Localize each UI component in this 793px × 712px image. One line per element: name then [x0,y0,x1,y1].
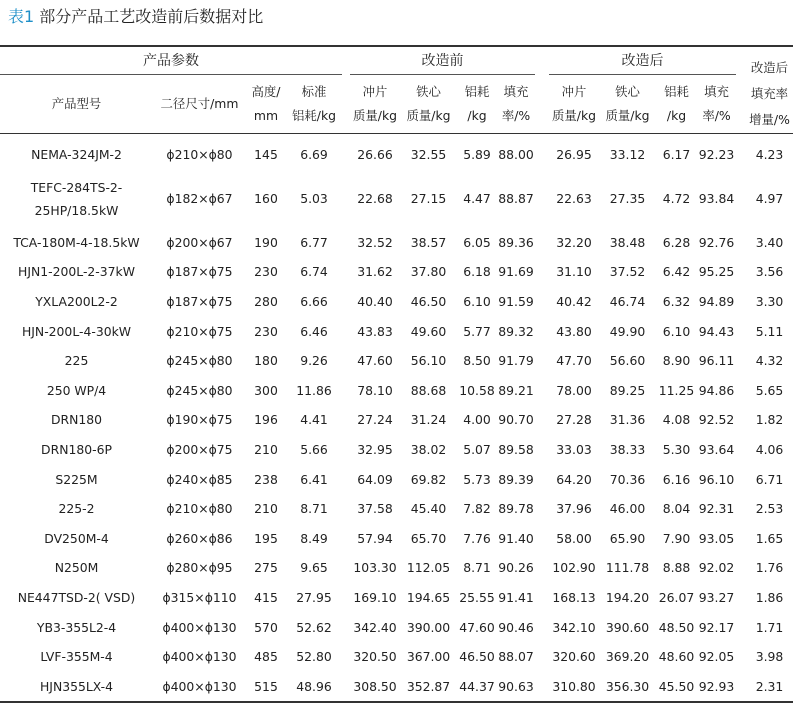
cell-b-core: 88.68 [410,382,447,398]
table-row [0,583,793,613]
header-before-punch: 冲片 质量/kg [353,84,397,123]
cell-std: 48.96 [286,672,342,703]
cell-b-core: 32.55 [410,147,447,163]
cell-a-core: 70.36 [609,471,646,487]
table-row [0,228,793,258]
cell-b-fill: 90.70 [498,412,534,428]
cell-h: 196 [254,412,278,428]
cell-dia: ϕ210×ϕ80 [166,501,233,517]
cell-b-core: 112.05 [406,560,451,576]
cell-dia: ϕ187×ϕ75 [166,294,233,310]
cell-model: HJN-200L-4-30kW [21,323,132,339]
cell-inc: 2.31 [746,672,793,703]
table-row [0,170,793,228]
table-row [0,464,793,494]
table-row [0,405,793,435]
cell-a-punch: 78.00 [556,382,592,398]
cell-a-fill: 94.86 [698,382,735,398]
cell-a-core: 194.20 [605,590,650,606]
header-after-punch: 冲片 质量/kg [552,84,596,123]
cell-model: HJN355LX-4 [0,672,153,703]
cell-h: 275 [254,560,278,576]
cell-dia: ϕ245×ϕ80 [166,353,233,369]
cell-a-fill: 95.25 [698,264,735,280]
cell-b-punch: 78.10 [357,382,393,398]
cell-b-al: 46.50 [459,649,495,665]
cell-std: 6.41 [300,471,328,487]
cell-model: N250M [54,560,99,576]
cell-b-fill: 90.63 [497,672,535,703]
cell-h: 160 [254,191,278,207]
cell-inc: 3.40 [755,234,784,250]
cell-b-core: 352.87 [400,672,457,703]
cell-std: 8.49 [300,530,328,546]
cell-b-al: 5.73 [463,471,491,487]
cell-b-al: 44.37 [457,672,497,703]
cell-inc: 4.23 [755,147,784,163]
cell-a-core: 46.74 [609,294,646,310]
cell-a-fill: 92.52 [698,412,735,428]
cell-std: 8.71 [300,501,328,517]
cell-a-core: 33.12 [609,147,646,163]
cell-a-punch: 320.60 [552,649,596,665]
cell-dia: ϕ280×ϕ95 [166,560,233,576]
cell-a-al: 48.60 [658,649,695,665]
cell-a-fill: 92.05 [698,649,735,665]
cell-b-core: 37.80 [410,264,447,280]
cell-h: 300 [254,382,278,398]
cell-a-fill: 93.84 [698,191,735,207]
table-row [0,134,793,170]
cell-model: TCA-180M-4-18.5kW [13,234,140,250]
cell-dia: ϕ400×ϕ130 [153,672,246,703]
table-row [0,494,793,524]
cell-a-fill: 92.31 [698,501,735,517]
cell-dia: ϕ245×ϕ80 [166,382,233,398]
table-row [0,435,793,465]
cell-b-punch: 26.66 [357,147,393,163]
cell-dia: ϕ240×ϕ85 [166,471,233,487]
cell-a-fill: 93.64 [698,442,735,458]
header-before-fill: 填充 率/% [501,84,531,123]
cell-a-al: 6.10 [662,323,691,339]
cell-a-al: 6.28 [662,234,691,250]
cell-a-fill: 92.02 [698,560,735,576]
cell-dia: ϕ260×ϕ86 [166,530,233,546]
cell-b-al: 6.05 [463,234,491,250]
cell-dia: ϕ200×ϕ75 [166,442,233,458]
cell-std: 52.62 [296,619,332,635]
cell-b-punch: 40.40 [357,294,393,310]
cell-b-fill: 88.87 [498,191,534,207]
table-row [0,376,793,406]
cell-b-al: 4.47 [463,191,491,207]
cell-std: 11.86 [296,382,332,398]
cell-b-al: 5.07 [463,442,491,458]
cell-inc: 2.53 [755,501,784,517]
cell-a-al: 8.88 [662,560,691,576]
comparison-table [0,45,793,703]
cell-b-fill: 89.58 [498,442,534,458]
cell-b-fill: 89.36 [498,234,534,250]
cell-std: 5.03 [300,191,328,207]
cell-b-fill: 90.26 [498,560,534,576]
cell-dia: ϕ210×ϕ75 [166,323,233,339]
cell-b-punch: 169.10 [353,590,397,606]
cell-b-al: 10.58 [459,382,495,398]
cell-h: 195 [254,530,278,546]
header-increase: 改造后 填充率 增量/% [746,46,793,134]
cell-a-al: 45.50 [656,672,697,703]
cell-dia: ϕ190×ϕ75 [166,412,233,428]
cell-h: 515 [246,672,286,703]
cell-dia: ϕ210×ϕ80 [166,147,233,163]
cell-a-fill: 93.05 [698,530,735,546]
cell-b-punch: 22.68 [357,191,393,207]
cell-model: DRN180 [50,412,103,428]
cell-a-core: 356.30 [599,672,656,703]
cell-std: 6.46 [300,323,328,339]
cell-std: 27.95 [296,590,332,606]
cell-model: S225M [55,471,98,487]
cell-inc: 4.06 [755,442,784,458]
table-row [0,287,793,317]
cell-b-fill: 89.39 [498,471,534,487]
cell-a-al: 7.90 [662,530,691,546]
cell-inc: 4.32 [755,353,784,369]
cell-h: 238 [254,471,278,487]
cell-a-punch: 64.20 [556,471,592,487]
cell-model: DV250M-4 [44,530,109,546]
cell-a-fill: 92.93 [697,672,736,703]
cell-b-al: 6.18 [463,264,491,280]
cell-a-al: 5.30 [662,442,691,458]
cell-b-al: 5.77 [463,323,491,339]
cell-inc: 1.71 [755,619,784,635]
cell-a-core: 46.00 [609,501,646,517]
cell-a-fill: 96.10 [698,471,735,487]
cell-b-punch: 47.60 [357,353,393,369]
cell-a-core: 27.35 [609,191,646,207]
cell-a-al: 6.16 [662,471,691,487]
cell-a-punch: 26.95 [556,147,592,163]
cell-inc: 3.56 [755,264,784,280]
cell-a-fill: 92.17 [698,619,735,635]
cell-dia: ϕ200×ϕ67 [166,234,233,250]
cell-b-core: 27.15 [410,191,447,207]
cell-a-punch: 47.70 [556,353,592,369]
cell-std: 5.66 [300,442,328,458]
header-height: 高度/ mm [251,84,281,123]
cell-inc: 4.97 [755,191,784,207]
cell-a-punch: 168.13 [552,590,596,606]
table-number: 表1 [8,7,35,26]
cell-b-punch: 43.83 [357,323,393,339]
cell-a-al: 6.42 [662,264,691,280]
cell-a-punch: 40.42 [556,294,592,310]
cell-h: 145 [254,147,278,163]
cell-b-fill: 89.32 [498,323,534,339]
cell-b-punch: 31.62 [357,264,393,280]
cell-a-al: 6.17 [662,147,691,163]
cell-inc: 6.71 [755,471,784,487]
table-row [0,672,793,703]
table-row [0,346,793,376]
cell-std: 6.69 [300,147,328,163]
header-before-core: 铁心 质量/kg [406,84,451,123]
header-before-al: 铝耗 /kg [464,84,490,123]
header-std-al: 标准 铝耗/kg [292,84,336,123]
cell-a-punch: 33.03 [556,442,592,458]
cell-a-punch: 27.28 [556,412,592,428]
cell-inc: 5.11 [755,323,784,339]
cell-b-fill: 91.40 [498,530,534,546]
cell-b-core: 367.00 [406,649,451,665]
cell-h: 210 [254,501,278,517]
cell-a-core: 111.78 [605,560,650,576]
cell-b-fill: 88.07 [498,649,534,665]
cell-h: 210 [254,442,278,458]
cell-std: 6.77 [300,234,328,250]
cell-b-punch: 32.95 [357,442,393,458]
cell-a-fill: 92.23 [698,147,735,163]
cell-b-punch: 37.58 [357,501,393,517]
cell-dia: ϕ315×ϕ110 [162,590,237,606]
cell-a-core: 56.60 [609,353,646,369]
cell-b-punch: 57.94 [357,530,393,546]
cell-model: DRN180-6P [41,442,112,458]
cell-h: 230 [254,264,278,280]
cell-b-al: 8.71 [463,560,491,576]
cell-a-fill: 94.43 [698,323,735,339]
cell-b-punch: 320.50 [353,649,397,665]
group-header-after: 改造后 [549,46,736,75]
cell-b-fill: 89.21 [498,382,534,398]
cell-model: NE447TSD-2( VSD) [17,590,136,606]
cell-b-al: 47.60 [459,619,495,635]
cell-b-core: 38.02 [410,442,447,458]
cell-model: YB3-355L2-4 [36,619,117,635]
cell-model: YXLA200L2-2 [35,294,118,310]
cell-a-punch: 310.80 [549,672,599,703]
header-model: 产品型号 [51,96,102,111]
cell-h: 190 [254,234,278,250]
cell-inc: 1.86 [755,590,784,606]
cell-a-punch: 31.10 [556,264,592,280]
cell-a-al: 48.50 [658,619,695,635]
cell-a-core: 89.25 [609,382,646,398]
cell-a-fill: 93.27 [698,590,735,606]
table-caption [8,4,263,27]
cell-b-core: 390.00 [406,619,451,635]
cell-a-fill: 94.89 [698,294,735,310]
cell-dia: ϕ400×ϕ130 [162,619,237,635]
cell-b-fill: 91.79 [498,353,534,369]
cell-b-fill: 90.46 [498,619,534,635]
cell-h: 230 [254,323,278,339]
header-diameter: 二径尺寸/mm [160,96,239,111]
cell-b-core: 194.65 [406,590,451,606]
cell-std: 4.41 [300,412,328,428]
table-row [0,257,793,287]
cell-std: 9.65 [300,560,328,576]
header-after-fill: 填充 率/% [702,84,731,123]
table-row [0,612,793,642]
cell-b-fill: 89.78 [498,501,534,517]
cell-b-core: 38.57 [410,234,447,250]
cell-b-al: 7.76 [463,530,491,546]
cell-model: 250 WP/4 [46,382,107,398]
cell-h: 280 [254,294,278,310]
cell-b-punch: 308.50 [350,672,400,703]
cell-b-al: 7.82 [463,501,491,517]
table-row [0,642,793,672]
cell-b-punch: 103.30 [353,560,397,576]
cell-h: 180 [254,353,278,369]
cell-b-fill: 91.69 [498,264,534,280]
cell-std: 6.66 [300,294,328,310]
cell-inc: 3.98 [755,649,784,665]
cell-a-fill: 96.11 [698,353,735,369]
cell-dia: ϕ187×ϕ75 [166,264,233,280]
cell-a-al: 11.25 [658,382,695,398]
cell-b-core: 65.70 [410,530,447,546]
cell-model: 225 [64,353,89,369]
cell-a-punch: 102.90 [552,560,596,576]
cell-h: 485 [254,649,278,665]
cell-b-punch: 27.24 [357,412,393,428]
cell-a-core: 369.20 [605,649,650,665]
cell-inc: 5.65 [755,382,784,398]
cell-a-punch: 58.00 [556,530,592,546]
cell-a-core: 31.36 [609,412,646,428]
cell-a-punch: 22.63 [556,191,592,207]
cell-b-core: 45.40 [410,501,447,517]
cell-inc: 1.76 [755,560,784,576]
cell-a-al: 8.90 [662,353,691,369]
cell-model: HJN1-200L-2-37kW [18,264,135,280]
cell-a-punch: 32.20 [556,234,592,250]
cell-a-core: 38.48 [609,234,646,250]
cell-a-al: 4.08 [662,412,691,428]
header-after-core: 铁心 质量/kg [605,84,650,123]
cell-b-fill: 88.00 [498,147,534,163]
cell-dia: ϕ400×ϕ130 [162,649,237,665]
cell-a-fill: 92.76 [698,234,735,250]
table-row [0,524,793,554]
cell-b-fill: 91.41 [498,590,534,606]
cell-h: 415 [254,590,278,606]
cell-b-al: 6.10 [463,294,491,310]
cell-b-al: 5.89 [463,147,491,163]
cell-inc: 1.82 [755,412,784,428]
cell-std: 52.80 [296,649,332,665]
table-row [0,553,793,583]
cell-std: 6.74 [300,264,328,280]
table-row [0,316,793,346]
cell-a-punch: 43.80 [556,323,592,339]
cell-inc: 3.30 [755,294,784,310]
cell-b-al: 25.55 [459,590,495,606]
cell-b-punch: 64.09 [357,471,393,487]
table-title: 部分产品工艺改造前后数据对比 [39,7,264,26]
group-header-before: 改造前 [350,46,535,75]
cell-a-al: 8.04 [662,501,691,517]
cell-h: 570 [254,619,278,635]
cell-a-al: 4.72 [662,191,691,207]
cell-a-al: 6.32 [662,294,691,310]
cell-a-core: 390.60 [605,619,650,635]
cell-model: TEFC-284TS-2-25HP/18.5kW [30,179,123,218]
cell-b-punch: 342.40 [353,619,397,635]
cell-model: LVF-355M-4 [40,649,113,665]
cell-b-al: 8.50 [463,353,491,369]
cell-std: 9.26 [300,353,328,369]
group-header-params: 产品参数 [0,46,342,75]
cell-a-core: 38.33 [609,442,646,458]
cell-b-punch: 32.52 [357,234,393,250]
cell-a-core: 49.90 [609,323,646,339]
cell-a-punch: 37.96 [556,501,592,517]
header-after-al: 铝耗 /kg [664,84,689,123]
cell-dia: ϕ182×ϕ67 [166,191,233,207]
cell-model: NEMA-324JM-2 [31,147,122,163]
cell-b-core: 56.10 [410,353,447,369]
cell-a-core: 37.52 [609,264,646,280]
cell-a-core: 65.90 [609,530,646,546]
cell-b-core: 31.24 [410,412,447,428]
cell-b-core: 46.50 [410,294,447,310]
cell-a-al: 26.07 [658,590,695,606]
cell-b-core: 49.60 [410,323,447,339]
cell-b-core: 69.82 [410,471,447,487]
cell-b-fill: 91.59 [498,294,534,310]
cell-model: 225-2 [58,501,95,517]
cell-b-al: 4.00 [463,412,491,428]
cell-inc: 1.65 [755,530,784,546]
cell-a-punch: 342.10 [552,619,596,635]
